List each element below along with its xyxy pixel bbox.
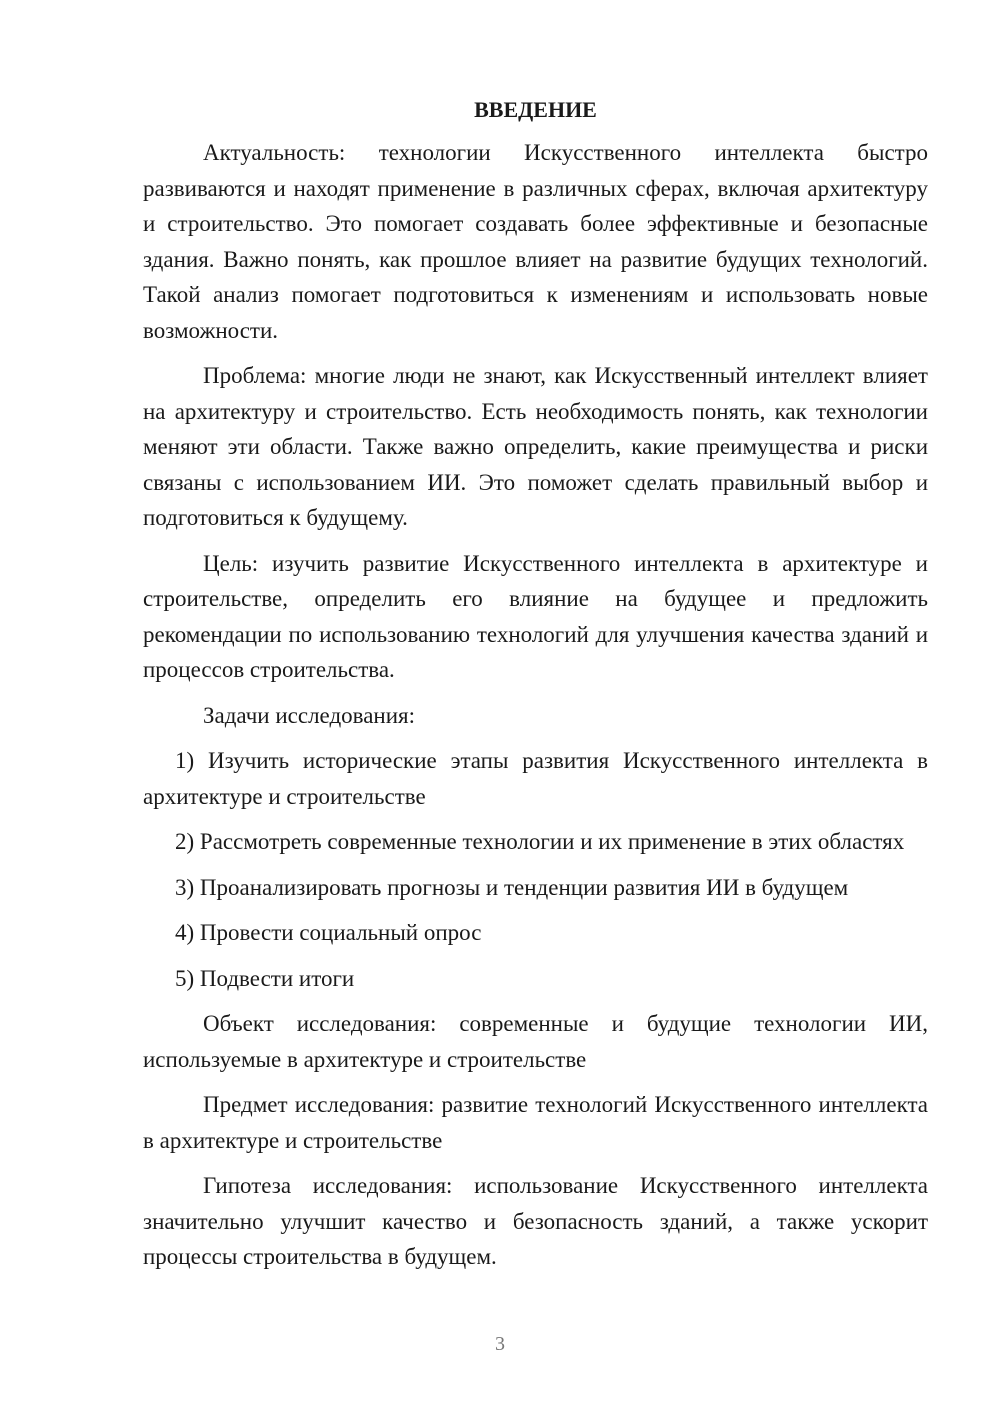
task-item-4: 4) Провести социальный опрос xyxy=(175,920,482,945)
document-page xyxy=(143,95,928,1275)
page-title: ВВЕДЕНИЕ xyxy=(474,97,597,122)
task-item-5: 5) Подвести итоги xyxy=(175,965,355,991)
tasks-heading: Задачи исследования: xyxy=(203,702,416,728)
object-paragraph: Объект исследования: современные и будущие технологии ИИ, используемые в архитектуре и строительстве xyxy=(143,1011,928,1072)
hypothesis-paragraph: Гипотеза исследования: использование Искусственного интеллекта значительно улучшит качество и безопасность зданий, а также ускорит процессы строительства в будущем. xyxy=(143,1173,928,1269)
task-item-2: 2) Рассмотреть современные технологии и их применение в этих областях xyxy=(175,829,905,854)
page-number: 3 xyxy=(495,1333,505,1355)
relevance-paragraph: Актуальность: технологии Искусственного интеллекта быстро развиваются и находят применение в различных сферах, включая архитектуру и строительство. Это помогает создавать более эффективные и безопасные здания. Важно понять, как прошлое влияет на развитие будущих технологий. Такой анализ помогает подготовиться к изменениям и использовать новые возможности. xyxy=(143,140,928,343)
task-item-3: 3) Проанализировать прогнозы и тенденции развития ИИ в будущем xyxy=(175,874,849,900)
problem-paragraph: Проблема: многие люди не знают, как Искусственный интеллект влияет на архитектуру и строительство. Есть необходимость понять, как технологии меняют эти области. Также важно определить, какие преимущества и риски связаны с использованием ИИ. Это поможет сделать правильный выбор и подготовиться к будущему. xyxy=(143,363,928,530)
task-item-1: 1) Изучить исторические этапы развития Искусственного интеллекта в архитектуре и строительстве xyxy=(143,748,928,809)
subject-paragraph: Предмет исследования: развитие технологий Искусственного интеллекта в архитектуре и строительстве xyxy=(143,1092,928,1153)
goal-paragraph: Цель: изучить развитие Искусственного интеллекта в архитектуре и строительстве, определить его влияние на будущее и предложить рекомендации по использованию технологий для улучшения качества зданий и процессов строительства. xyxy=(143,550,928,682)
